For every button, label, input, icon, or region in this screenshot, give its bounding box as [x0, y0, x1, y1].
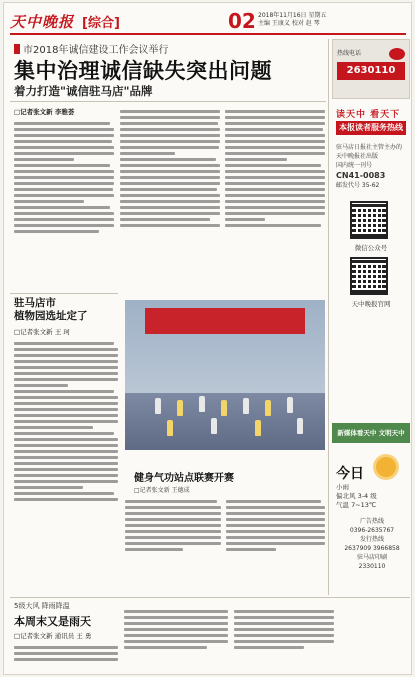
divider: [10, 101, 326, 102]
new-media-banner: 新媒体看天中 文明天中: [332, 423, 410, 443]
paper-info-line: CN41-0083: [336, 171, 386, 180]
weather-line: 小雨: [336, 483, 349, 491]
hotline-number: 2630110: [337, 62, 405, 80]
photo-text-column: [226, 497, 325, 589]
weather-line: 偏北风 3-4 级: [336, 492, 377, 500]
weather-info: [336, 483, 377, 510]
photo-person: [243, 398, 249, 414]
paper-info-line: 天中晚报社出版: [336, 153, 379, 160]
photo-person: [297, 418, 303, 434]
phone-icon: [389, 48, 405, 60]
print-code: 2330110: [358, 563, 386, 570]
main-subhead: 着力打造"诚信驻马店"品牌: [14, 84, 153, 98]
masthead-info: [258, 12, 326, 28]
section-tag: [综合]: [82, 16, 120, 31]
photo-caption: 健身气功站点联赛开赛: [134, 473, 234, 484]
qr-label: 微信公众号: [354, 244, 388, 252]
news-photo: [125, 300, 325, 450]
paper-info-line: 邮发代号 35-62: [336, 182, 380, 189]
paper-info-line: 驻马店日报社主管主办的: [336, 144, 403, 151]
bottom-kicker: 5级大风 降雨降温: [14, 602, 70, 610]
print-label: 驻马店印刷: [356, 554, 387, 561]
dist-tel-label: 发行热线: [359, 536, 384, 543]
sidebar-slogan: 读天中 看天下: [336, 110, 401, 120]
contact-info: [336, 517, 408, 571]
bottom-headline: 本周末又是雨天: [14, 615, 91, 628]
bottom-text-column: [234, 607, 334, 673]
article2-title-line1: 驻马店市: [14, 297, 56, 309]
column-divider: [328, 39, 329, 595]
article-text-column: [14, 119, 114, 289]
paper-info: [336, 143, 408, 190]
paper-info-line: 国内统一刊号: [336, 162, 373, 169]
photo-person: [265, 400, 271, 416]
paper-logo: 天中晚报: [10, 13, 75, 31]
masthead-date: 2018年11月16日 星期五: [258, 12, 327, 19]
qr-label: 天中晚报官网: [351, 300, 391, 308]
sidebar-banner: 本报读者服务热线: [336, 121, 406, 135]
bottom-text-column: [124, 607, 228, 673]
sidebar: [332, 39, 410, 599]
photo-person: [221, 400, 227, 416]
ad-tel: 0396-2635767: [349, 527, 395, 534]
weather-day: 今日: [336, 466, 364, 482]
photo-person: [287, 397, 293, 413]
photo-banner: [145, 308, 305, 334]
page-number: 02: [228, 9, 256, 33]
qr-code-icon[interactable]: [350, 201, 388, 239]
article2-byline: □记者张文新 王 珂: [14, 328, 70, 336]
photo-text-column: [125, 497, 221, 589]
photo-person: [255, 420, 261, 436]
photo-person: [177, 400, 183, 416]
weather-line: 气温 7~13℃: [336, 501, 377, 509]
bottom-byline: □记者张文新 通讯员 王 勇: [14, 632, 92, 640]
photo-person: [167, 420, 173, 436]
article-text-column: [14, 339, 118, 591]
article-text-column: [120, 107, 220, 293]
masthead: [10, 9, 406, 35]
qr-code-icon[interactable]: [350, 257, 388, 295]
newspaper-page: [3, 2, 412, 675]
bottom-text-column: [14, 643, 118, 673]
masthead-editors: 主编 王康义 校对 赵 琴: [258, 20, 320, 27]
kicker-text: 市2018年诚信建设工作会议举行: [23, 45, 169, 56]
photo-person: [155, 398, 161, 414]
photo-person: [211, 418, 217, 434]
main-headline: 集中治理诚信缺失突出问题: [14, 59, 272, 83]
divider: [10, 293, 118, 294]
dist-tel: 2637909 3966858: [344, 545, 400, 552]
article2-title: [14, 297, 88, 323]
kicker-marker-icon: [14, 44, 20, 54]
photo-person: [199, 396, 205, 412]
hotline-label: 热线电话: [337, 50, 362, 57]
article2-title-line2: 植物园选址定了: [14, 310, 88, 322]
article-text-column: [225, 107, 325, 293]
hotline-ad: [332, 39, 410, 99]
ad-tel-label: 广告热线: [359, 518, 384, 525]
sun-icon: [376, 457, 396, 477]
photo-credit: □记者张文新 王德成: [134, 487, 190, 494]
main-byline: □记者张文新 李雅荟: [14, 108, 75, 116]
article-kicker: [14, 41, 168, 56]
